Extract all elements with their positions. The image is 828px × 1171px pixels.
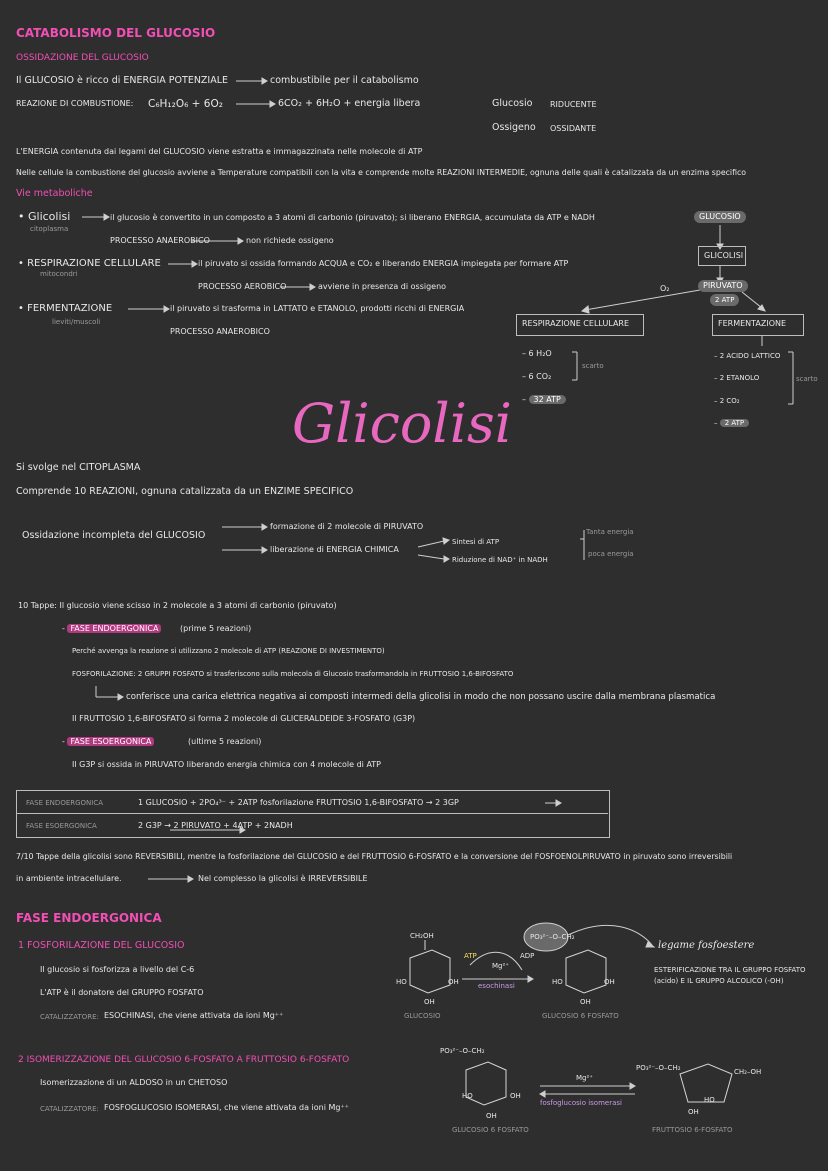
- glicolisi-where: Si svolge nel CITOPLASMA: [16, 462, 141, 473]
- esterificazione-note: ESTERIFICAZIONE TRA IL GRUPPO FOSFATO (acido) E IL GRUPPO ALCOLICO (-OH): [654, 966, 806, 985]
- step2-cat-label: CATALIZZATORE:: [40, 1105, 99, 1113]
- diagram-o2: O₂: [660, 284, 670, 293]
- step2-title: 2 ISOMERIZZAZIONE DEL GLUCOSIO 6-FOSFATO A FRUTTOSIO 6-FOSFATO: [18, 1055, 350, 1065]
- riducente-label: RIDUCENTE: [550, 100, 597, 109]
- steps-ten: 10 Tappe: Il glucosio viene scisso in 2 molecole a 3 atomi di carbonio (piruvato): [18, 601, 337, 610]
- f6p-ch2oh: CH₂–OH: [734, 1068, 762, 1076]
- pathway-respirazione-note: avviene in presenza di ossigeno: [318, 282, 447, 291]
- pathway-fermentazione-process: PROCESSO ANAEROBICO: [170, 327, 270, 336]
- reversible-line1: 7/10 Tappe della glicolisi sono REVERSIBILI, mentre la fosforilazione del GLUCOSIO e del FRUTTOSIO 6-FOSFATO e la conversione del FOSFOENOLPIRUVATO in piruvato sono irreversibili: [16, 852, 733, 861]
- glicolisi-formazione: formazione di 2 molecole di PIRUVATO: [270, 522, 424, 531]
- diagram-glucosio: GLUCOSIO: [694, 211, 746, 223]
- glicolisi-ox-label: Ossidazione incompleta del GLUCOSIO: [22, 530, 206, 541]
- step1-cat-label: CATALIZZATORE:: [40, 1013, 99, 1021]
- steps-endo-note: (prime 5 reazioni): [180, 624, 252, 633]
- g6p-oh-3: OH: [580, 998, 591, 1006]
- ferm-item-2: – 2 ETANOLO: [714, 374, 760, 382]
- ossigeno-label: Ossigeno: [492, 122, 536, 133]
- glicolisi-riduzione: Riduzione di NAD⁺ in NADH: [452, 556, 548, 564]
- mol-glucosio: GLUCOSIO: [404, 1012, 441, 1020]
- glucose-ring-1: [410, 940, 450, 993]
- g6p-oh-1: HO: [552, 978, 563, 986]
- g6p2-po3: PO₃²⁻–O–CH₂: [440, 1047, 485, 1055]
- steps-endo-desc: Perché avvenga la reazione si utilizzano 2 molecole di ATP (REAZIONE DI INVESTIMENTO): [72, 647, 385, 655]
- glicolisi-liberazione: liberazione di ENERGIA CHIMICA: [270, 545, 399, 554]
- glucosio-label: Glucosio: [492, 98, 533, 109]
- step2-isomerasi: fosfoglucosio isomerasi: [540, 1099, 622, 1107]
- legame-fosfoestere: legame fosfoestere: [658, 940, 755, 951]
- glicolisi-sintesi: Sintesi di ATP: [452, 538, 500, 546]
- reaction-label: REAZIONE DI COMBUSTIONE:: [16, 99, 134, 108]
- page-subtitle: OSSIDAZIONE DEL GLUCOSIO: [16, 53, 149, 63]
- steps-endo: - FASE ENDOERGONICA: [62, 623, 161, 635]
- f6p-po3: PO₃²⁻–O–CH₂: [636, 1064, 681, 1072]
- table-row2-phase: FASE ESOERGONICA: [26, 822, 97, 830]
- step1-a: Il glucosio si fosforizza a livello del C-6: [40, 965, 195, 974]
- page-title: CATABOLISMO DEL GLUCOSIO: [16, 26, 216, 40]
- ferm-note: scarto: [796, 375, 818, 383]
- steps-eso-desc: Il G3P si ossida in PIRUVATO liberando energia chimica con 4 molecole di ATP: [72, 760, 382, 769]
- g6p-oh-2: OH: [604, 978, 615, 986]
- mol-g6p: GLUCOSIO 6 FOSFATO: [542, 1012, 619, 1020]
- resp-item-1: – 6 H₂O: [522, 349, 552, 358]
- step2-mg: Mg²⁺: [576, 1074, 593, 1082]
- step1-po3: PO₃²⁻–O–CH₂: [530, 933, 575, 941]
- table-row1-eq: 1 GLUCOSIO + 2PO₄³⁻ + 2ATP fosforilazione FRUTTOSIO 1,6-BIFOSFATO → 2 3GP: [138, 798, 459, 807]
- steps-eso: - FASE ESOERGONICA: [62, 736, 154, 748]
- ossidante-label: OSSIDANTE: [550, 124, 597, 133]
- pathway-fermentazione-where: lieviti/muscoli: [52, 318, 101, 326]
- steps-eso-note: (ultime 5 reazioni): [188, 737, 262, 746]
- pathway-fermentazione-name: • FERMENTAZIONE: [18, 303, 113, 314]
- pathway-respirazione-desc: il piruvato si ossida formando ACQUA e CO₂ e liberando ENERGIA impiegata per formare ATP: [198, 259, 569, 268]
- step1-b: L'ATP è il donatore del GRUPPO FOSFATO: [40, 988, 204, 997]
- intro-line1-left: Il GLUCOSIO è ricco di ENERGIA POTENZIALE: [16, 75, 229, 86]
- diagram-glicolisi: GLICOLISI: [704, 251, 744, 260]
- table-row2-eq: 2 G3P → 2 PIRUVATO + 4ATP + 2NADH: [138, 821, 293, 830]
- steps-fosfo: FOSFORILAZIONE: 2 GRUPPI FOSFATO si trasferiscono sulla molecola di Glucosio trasformandola in FRUTTOSIO 1,6-BIFOSFATO: [72, 670, 514, 678]
- g6p2-oh-2: OH: [510, 1092, 521, 1100]
- g6p2-oh-1: HO: [462, 1092, 473, 1100]
- glicolisi-note2: poca energia: [588, 550, 634, 558]
- glucose-6p-ring: [566, 950, 606, 993]
- diagram-respirazione: RESPIRAZIONE CELLULARE: [522, 319, 630, 328]
- diagram-fermentazione: FERMENTAZIONE: [718, 319, 787, 328]
- glicolisi-big-title: Glicolisi: [292, 392, 512, 455]
- step1-cat: ESOCHINASI, che viene attivata da ioni Mg⁺⁺: [104, 1011, 284, 1020]
- vie-metaboliche: Vie metaboliche: [16, 188, 93, 199]
- pathway-respirazione-name: • RESPIRAZIONE CELLULARE: [18, 258, 161, 269]
- pathway-glicolisi-note: non richiede ossigeno: [246, 236, 334, 245]
- table-row1-phase: FASE ENDOERGONICA: [26, 799, 104, 807]
- intro-line1-right: combustibile per il catabolismo: [270, 75, 419, 86]
- glucosio-oh-2: OH: [448, 978, 459, 986]
- step1-atp: ATP: [464, 952, 477, 960]
- ferm-item-1: – 2 ACIDO LATTICO: [714, 352, 781, 360]
- diagram-2atp: 2 ATP: [710, 294, 739, 306]
- pathway-respirazione-process: PROCESSO AEROBICO: [198, 282, 287, 291]
- step1-title: 1 FOSFORILAZIONE DEL GLUCOSIO: [18, 940, 185, 951]
- pathway-respirazione-where: mitocondri: [40, 270, 78, 278]
- resp-item-2: – 6 CO₂: [522, 372, 552, 381]
- f6p-oh: OH: [688, 1108, 699, 1116]
- phase-table-divider: [16, 813, 608, 814]
- f6p-ho: HO: [704, 1096, 715, 1104]
- reaction-right: 6CO₂ + 6H₂O + energia libera: [278, 98, 421, 109]
- glucosio-oh-1: HO: [396, 978, 407, 986]
- glucosio-ch2oh: CH₂OH: [410, 932, 434, 940]
- step1-esochinasi: esochinasi: [478, 982, 515, 990]
- step2-cat: FOSFOGLUCOSIO ISOMERASI, che viene attivata da ioni Mg⁺⁺: [104, 1103, 349, 1112]
- reaction-left: C₆H₁₂O₆ + 6O₂: [148, 98, 223, 110]
- glucosio-oh-3: OH: [424, 998, 435, 1006]
- diagram-piruvato: PIRUVATO: [698, 280, 748, 292]
- steps-fruttosio: Il FRUTTOSIO 1,6-BIFOSFATO si forma 2 molecole di GLICERALDEIDE 3-FOSFATO (G3P): [72, 714, 416, 723]
- step1-mg: Mg²⁺: [492, 962, 509, 970]
- g6p2-oh-3: OH: [486, 1112, 497, 1120]
- resp-note: scarto: [582, 362, 604, 370]
- resp-item-3: – 32 ATP: [522, 394, 566, 406]
- pathway-glicolisi-process: PROCESSO ANAEROBICO: [110, 236, 210, 245]
- mol-f6p: FRUTTOSIO 6-FOSFATO: [652, 1126, 733, 1134]
- step2-a: Isomerizzazione di un ALDOSO in un CHETOSO: [40, 1078, 228, 1087]
- pathway-glicolisi-desc: il glucosio è convertito in un composto a 3 atomi di carbonio (piruvato); si liberano ENERGIA, accumulata da ATP e NADH: [110, 213, 595, 222]
- steps-fosfo2: conferisce una carica elettrica negativa ai composti intermedi della glicolisi in modo che non possano uscire dalla membrana plasmatica: [126, 692, 716, 702]
- glicolisi-reactions: Comprende 10 REAZIONI, ognuna catalizzata da un ENZIME SPECIFICO: [16, 486, 354, 497]
- pathway-glicolisi-name: • Glicolisi: [18, 210, 71, 223]
- fase-endo-title: FASE ENDOERGONICA: [16, 911, 162, 925]
- reversible-line2-right: Nel complesso la glicolisi è IRREVERSIBILE: [198, 874, 368, 883]
- cell-line: Nelle cellule la combustione del glucosio avviene a Temperature compatibili con la vita e comprende molte REAZIONI INTERMEDIE, ognuna delle quali è catalizzata da un enzima specifico: [16, 168, 747, 177]
- glicolisi-note1: Tanta energia: [586, 528, 634, 536]
- energy-line: L'ENERGIA contenuta dai legami del GLUCOSIO viene estratta e immagazzinata nelle molecole di ATP: [16, 147, 423, 156]
- step1-adp: ADP: [520, 952, 535, 960]
- ferm-item-4: – 2 ATP: [714, 417, 749, 429]
- mol-g6p2: GLUCOSIO 6 FOSFATO: [452, 1126, 529, 1134]
- pathway-glicolisi-where: citoplasma: [30, 225, 69, 233]
- reversible-line2: in ambiente intracellulare.: [16, 874, 122, 883]
- ferm-item-3: – 2 CO₂: [714, 397, 740, 405]
- pathway-fermentazione-desc: il piruvato si trasforma in LATTATO e ETANOLO, prodotti ricchi di ENERGIA: [170, 304, 465, 313]
